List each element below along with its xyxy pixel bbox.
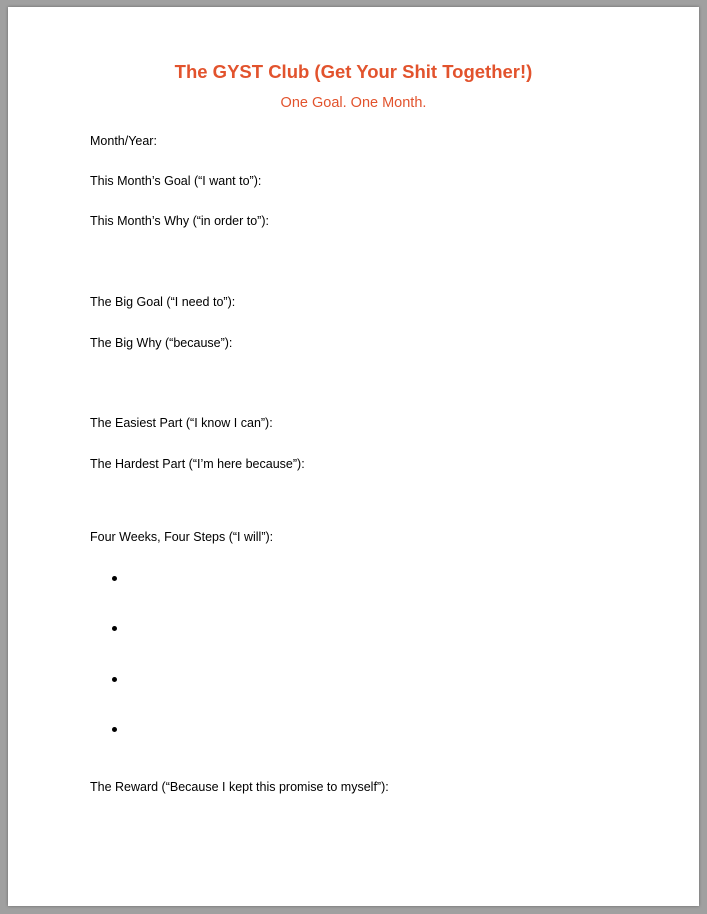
step-bullet-2: [112, 626, 117, 631]
document-subtitle: One Goal. One Month.: [280, 95, 427, 111]
document-page: [8, 7, 699, 906]
hardest-part-label: The Hardest Part (“I’m here because”):: [90, 457, 305, 471]
easiest-part-label: The Easiest Part (“I know I can”):: [90, 416, 273, 430]
month-year-label: Month/Year:: [90, 134, 157, 148]
month-why-label: This Month’s Why (“in order to”):: [90, 214, 269, 228]
big-goal-label: The Big Goal (“I need to”):: [90, 295, 236, 309]
step-bullet-1: [112, 576, 117, 581]
reward-label: The Reward (“Because I kept this promise to myself”):: [90, 780, 389, 794]
document-title: The GYST Club (Get Your Shit Together!): [174, 61, 533, 82]
big-why-label: The Big Why (“because”):: [90, 336, 233, 350]
step-bullet-4: [112, 727, 117, 732]
month-goal-label: This Month’s Goal (“I want to”):: [90, 174, 262, 188]
step-bullet-3: [112, 677, 117, 682]
four-weeks-label: Four Weeks, Four Steps (“I will”):: [90, 530, 274, 544]
